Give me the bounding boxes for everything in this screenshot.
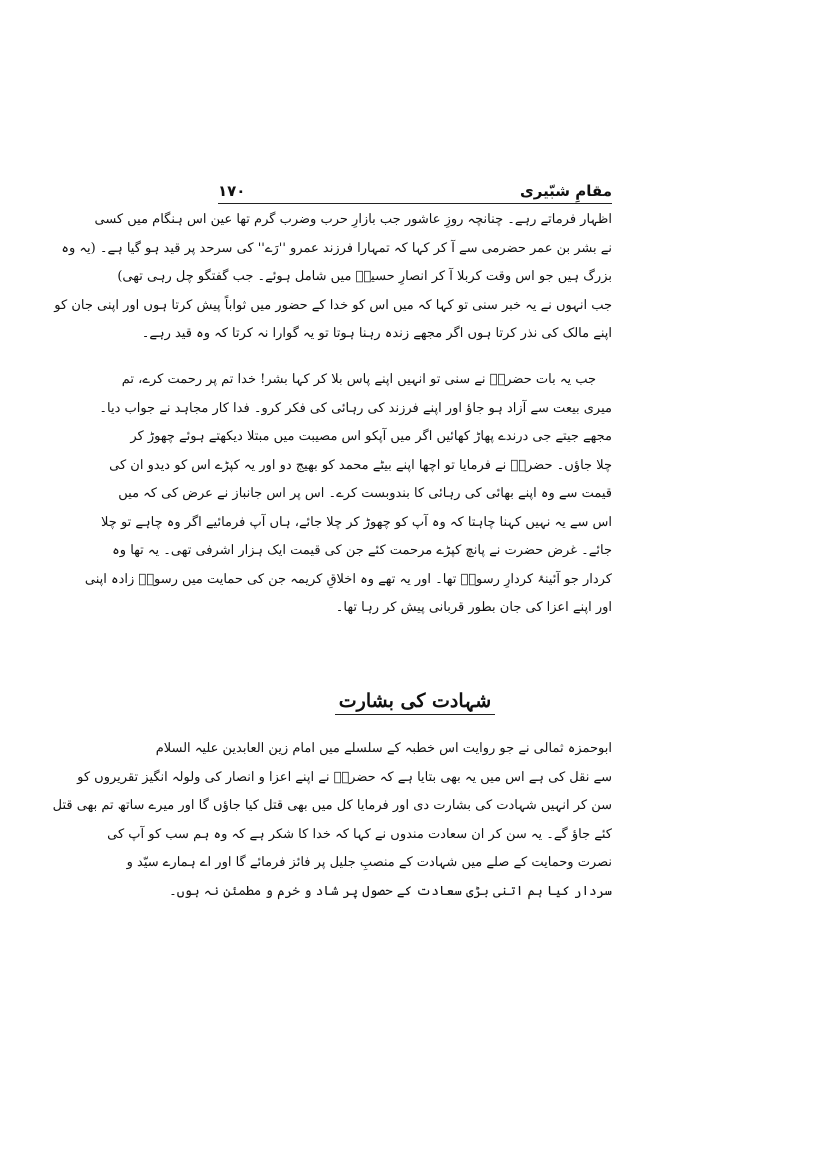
book-title: مقامِ شبّیری	[519, 182, 612, 200]
text-line: کردار جو آئینۂ کردارِ رسولؐ تھا۔ اور یہ تھے وہ اخلاقِ کریمہ جن کی حمایت میں رسولؐ زادہ اپنی	[84, 571, 612, 587]
text-line: سردار کیا ہم اتنی بڑی سعادت کے حصول پر شاد و خرم و مطمئن نہ ہوں۔	[169, 883, 612, 899]
paragraph-3	[52, 735, 612, 906]
page-header	[218, 174, 612, 200]
text-line: سے نقل کی ہے اس میں یہ بھی بتایا ہے کہ حضرتؑ نے اپنے اعزا و انصار کی ولولہ انگیز تقریروں کو	[77, 769, 612, 785]
text-line: ابوحمزہ ثمالی نے جو روایت اس خطبہ کے سلسلے میں امام زین العابدین علیہ السلام	[155, 741, 612, 756]
text-line: سن کر انہیں شہادت کی بشارت دی اور فرمایا کل میں بھی قتل کیا جاؤں گا اور میرے ساتھ تم بھی قتل	[52, 798, 612, 813]
text-line: میری بیعت سے آزاد ہو جاؤ اور اپنے فرزند کی رہائی کی فکر کرو۔ فدا کار مجاہد نے جواب دیا۔	[99, 400, 612, 416]
page-number: ۱۷۰	[218, 182, 246, 200]
text-line: اس سے یہ نہیں کہنا چاہتا کہ وہ آپ کو چھوڑ کر چلا جائے، ہاں آپ فرمائیے اگر وہ چاہے تو چلا	[101, 514, 612, 530]
paragraph-1	[54, 206, 612, 349]
text-line: اور اپنے اعزا کی جان بطور قربانی پیش کر رہا تھا۔	[335, 600, 612, 615]
text-line: نصرت وحمایت کے صلے میں شہادت کے منصبِ جلیل پر فائز فرمائے گا اور اے ہمارے سیّد و	[126, 855, 612, 870]
text-line: اظہار فرماتے رہے۔ چنانچہ روزِ عاشور جب بازارِ حرب وضرب گرم تھا عین اس ہنگام میں کسی	[94, 212, 612, 227]
text-line: جائے۔ غرض حضرت نے پانچ کپڑے مرحمت کئے جن کی قیمت ایک ہزار اشرفی تھی۔ یہ تھا وہ	[112, 543, 612, 558]
text-line: اپنے مالک کی نذر کرتا ہوں اگر مجھے زندہ رہنا ہوتا تو یہ گوارا نہ کرتا کہ وہ قید رہے۔	[141, 326, 612, 341]
text-line: بزرگ ہیں جو اس وقت کربلا آ کر انصارِ حسینؑ میں شامل ہوئے۔ جب گفتگو چل رہی تھی)	[117, 269, 612, 284]
paragraph-2	[84, 366, 612, 623]
header-rule	[218, 203, 612, 204]
section-heading-text: شہادت کی بشارت	[335, 690, 495, 715]
text-line: مجھے جیتے جی درندے پھاڑ کھائیں اگر میں آپکو اس مصیبت میں مبتلا دیکھتے ہوئے چھوڑ کر	[130, 429, 612, 444]
text-line: جب یہ بات حضرتؑ نے سنی تو انہیں اپنے پاس بلا کر کہا بشر! خدا تم پر رحمت کرے، تم	[121, 372, 596, 387]
section-heading	[218, 690, 612, 715]
text-line: جب انہوں نے یہ خبر سنی تو کہا کہ میں اس کو خدا کے حضور میں ثواباً پیش کرتا ہوں اور اپنی جان کو	[54, 297, 612, 313]
text-line: چلا جاؤں۔ حضرتؑ نے فرمایا تو اچھا اپنے بیٹے محمد کو بھیج دو اور یہ کپڑے اس کو دیدو ان کی	[109, 457, 612, 473]
text-line: نے بشر بن عمر حضرمی سے آ کر کہا کہ تمہارا فرزند عمرو ''رَے'' کی سرحد پر قید ہو گیا ہے۔ (یہ وہ	[61, 240, 612, 256]
text-line: کئے جاؤ گے۔ یہ سن کر ان سعادت مندوں نے کہا کہ خدا کا شکر ہے کہ وہ ہم سب کو آپ کی	[107, 826, 612, 842]
text-line: قیمت سے وہ اپنے بھائی کی رہائی کا بندوبست کرے۔ اس پر اس جانباز نے عرض کی کہ میں	[118, 486, 612, 501]
